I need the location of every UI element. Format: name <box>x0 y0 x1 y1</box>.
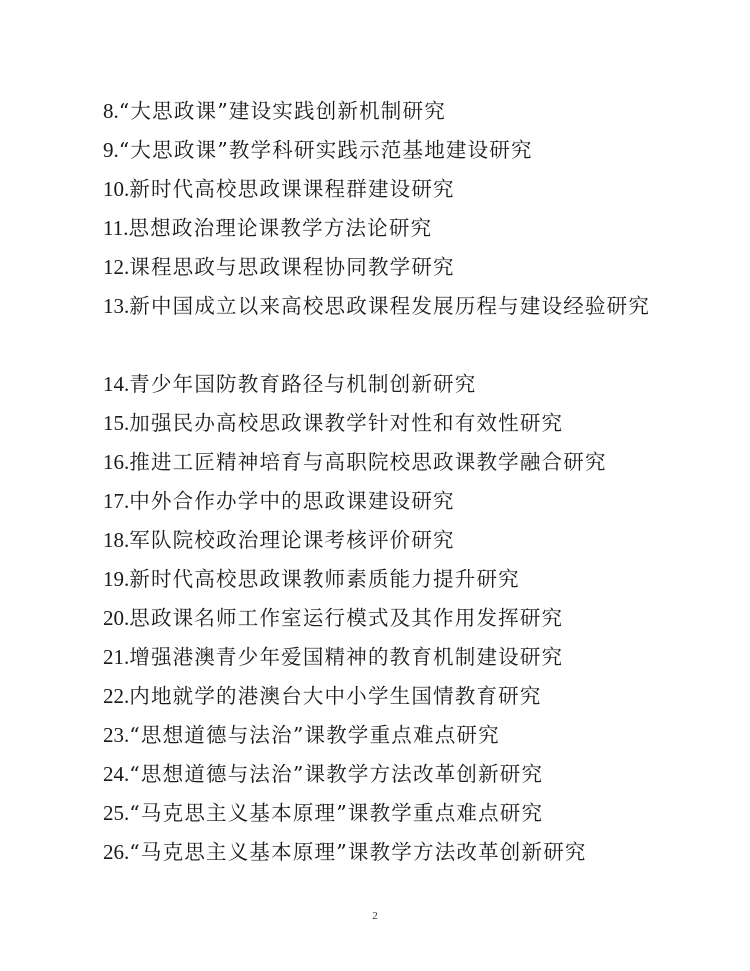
list-item <box>103 209 663 248</box>
item-text: 思政课名师工作室运行模式及其作用发挥研究 <box>129 606 564 630</box>
item-number: 18. <box>103 528 130 552</box>
item-number: 19. <box>103 567 130 591</box>
list-item <box>103 287 663 365</box>
research-topic-list <box>103 92 663 872</box>
list-item <box>103 404 663 443</box>
item-text: 中外合作办学中的思政课建设研究 <box>129 489 455 513</box>
list-item <box>103 794 663 833</box>
list-item <box>103 482 663 521</box>
item-text: “大思政课”建设实践创新机制研究 <box>118 99 446 123</box>
page-number: 2 <box>372 910 378 922</box>
item-number: 20. <box>103 606 130 630</box>
list-item <box>103 638 663 677</box>
item-number: 24. <box>103 762 130 786</box>
item-number: 9. <box>103 138 119 162</box>
item-number: 8. <box>103 99 119 123</box>
item-text: “大思政课”教学科研实践示范基地建设研究 <box>118 138 533 162</box>
list-item <box>103 131 663 170</box>
item-text: 增强港澳青少年爱国精神的教育机制建设研究 <box>129 645 564 669</box>
list-item <box>103 599 663 638</box>
list-item <box>103 365 663 404</box>
item-number: 16. <box>103 450 130 474</box>
item-text: “马克思主义基本原理”课教学方法改革创新研究 <box>129 840 587 864</box>
list-item <box>103 755 663 794</box>
item-number: 22. <box>103 684 130 708</box>
list-item <box>103 716 663 755</box>
item-text: 内地就学的港澳台大中小学生国情教育研究 <box>129 684 542 708</box>
item-number: 26. <box>103 840 130 864</box>
item-number: 10. <box>103 177 130 201</box>
list-item <box>103 248 663 287</box>
list-item <box>103 92 663 131</box>
item-number: 25. <box>103 801 130 825</box>
item-text: “思想道德与法治”课教学方法改革创新研究 <box>129 762 544 786</box>
item-text: “马克思主义基本原理”课教学重点难点研究 <box>129 801 544 825</box>
list-item <box>103 170 663 209</box>
item-number: 21. <box>103 645 130 669</box>
item-text: 思想政治理论课教学方法论研究 <box>128 216 433 240</box>
item-text: 推进工匠精神培育与高职院校思政课教学融合研究 <box>129 450 607 474</box>
item-text: 加强民办高校思政课教学针对性和有效性研究 <box>129 411 564 435</box>
item-number: 12. <box>103 255 130 279</box>
item-text: 青少年国防教育路径与机制创新研究 <box>129 372 477 396</box>
item-number: 17. <box>103 489 130 513</box>
item-text: “思想道德与法治”课教学重点难点研究 <box>129 723 500 747</box>
item-number: 11. <box>103 216 129 240</box>
item-number: 13. <box>103 294 130 318</box>
list-item <box>103 560 663 599</box>
item-number: 14. <box>103 372 130 396</box>
list-item <box>103 443 663 482</box>
list-item <box>103 521 663 560</box>
list-item <box>103 833 663 872</box>
list-item <box>103 677 663 716</box>
item-number: 15. <box>103 411 130 435</box>
item-text: 军队院校政治理论课考核评价研究 <box>129 528 455 552</box>
item-text: 新时代高校思政课课程群建设研究 <box>129 177 455 201</box>
item-text: 新时代高校思政课教师素质能力提升研究 <box>129 567 520 591</box>
item-text: 课程思政与思政课程协同教学研究 <box>129 255 455 279</box>
item-number: 23. <box>103 723 130 747</box>
item-text: 新中国成立以来高校思政课程发展历程与建设经验研究 <box>129 294 651 318</box>
